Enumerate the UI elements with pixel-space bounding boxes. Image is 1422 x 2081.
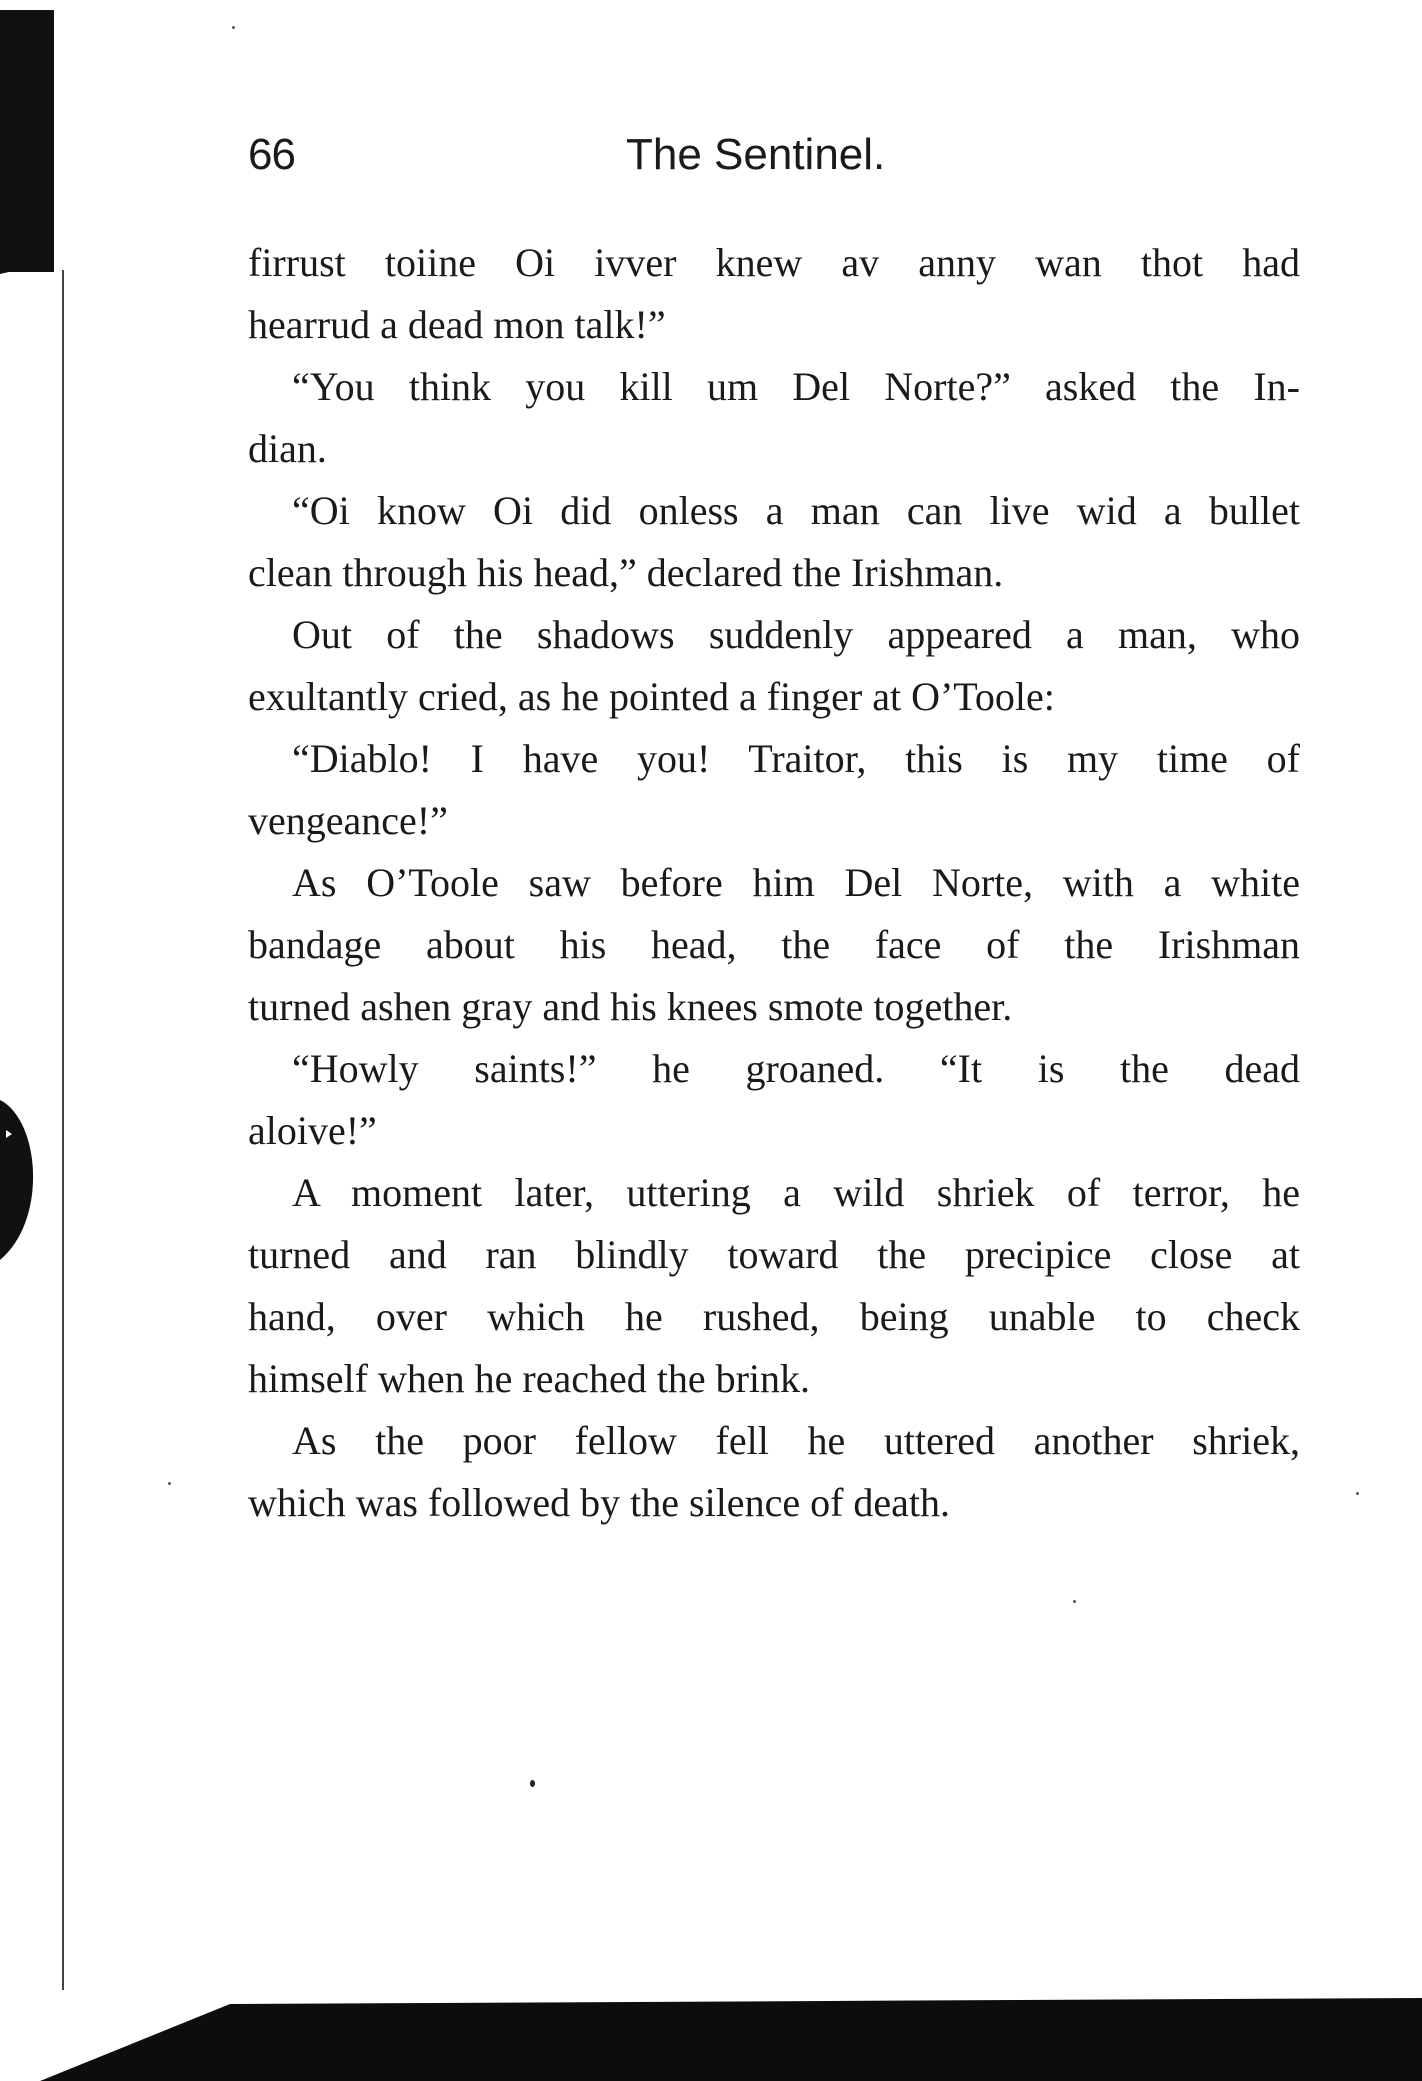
text-line: hand, over which he rushed, being unable to check [248, 1294, 1300, 1339]
text-line: himself when he reached the brink. [248, 1356, 811, 1401]
text-line: bandage about his head, the face of the Irishman [248, 922, 1300, 967]
text-line: As the poor fellow fell he uttered another shriek, [292, 1418, 1300, 1463]
scan-edge-wedge [0, 262, 54, 274]
text-line: “Howly saints!” he groaned. “It is the dead [292, 1046, 1300, 1091]
page-header [248, 130, 1300, 200]
page-edge-line [62, 270, 64, 1990]
text-line: Out of the shadows suddenly appeared a man, who [292, 612, 1300, 657]
text-line: As O’Toole saw before him Del Norte, with a white [292, 860, 1300, 905]
text-line: which was followed by the silence of death. [248, 1480, 951, 1525]
scan-speck [168, 1482, 171, 1485]
scan-speck [232, 26, 235, 29]
binding-hole-shape [0, 1100, 44, 1260]
scan-speck [1356, 1492, 1359, 1495]
text-line: “Oi know Oi did onless a man can live wid a bullet [292, 488, 1300, 533]
text-line: clean through his head,” declared the Irishman. [248, 550, 1004, 595]
scan-bottom-shadow [0, 1990, 1422, 2081]
scan-speck [1073, 1600, 1076, 1603]
text-line: vengeance!” [248, 798, 448, 843]
text-line: turned and ran blindly toward the precipice close at [248, 1232, 1300, 1277]
text-line: “You think you kill um Del Norte?” asked the In- [292, 364, 1300, 409]
body-text [248, 232, 1300, 1534]
text-line: “Diablo! I have you! Traitor, this is my time of [292, 736, 1300, 781]
text-line: exultantly cried, as he pointed a finger at O’Toole: [248, 674, 1055, 719]
text-line: aloive!” [248, 1108, 377, 1153]
text-line: hearrud a dead mon talk!” [248, 302, 666, 347]
running-title: The Sentinel. [626, 130, 886, 179]
scan-edge-shadow [0, 10, 54, 272]
text-line: dian. [248, 426, 327, 471]
text-line: firrust toiine Oi ivver knew av anny wan thot had [248, 240, 1300, 285]
text-line: A moment later, uttering a wild shriek of terror, he [292, 1170, 1300, 1215]
page-number: 66 [248, 130, 295, 179]
scan-speck [530, 1780, 535, 1787]
text-line: turned ashen gray and his knees smote together. [248, 984, 1013, 1029]
